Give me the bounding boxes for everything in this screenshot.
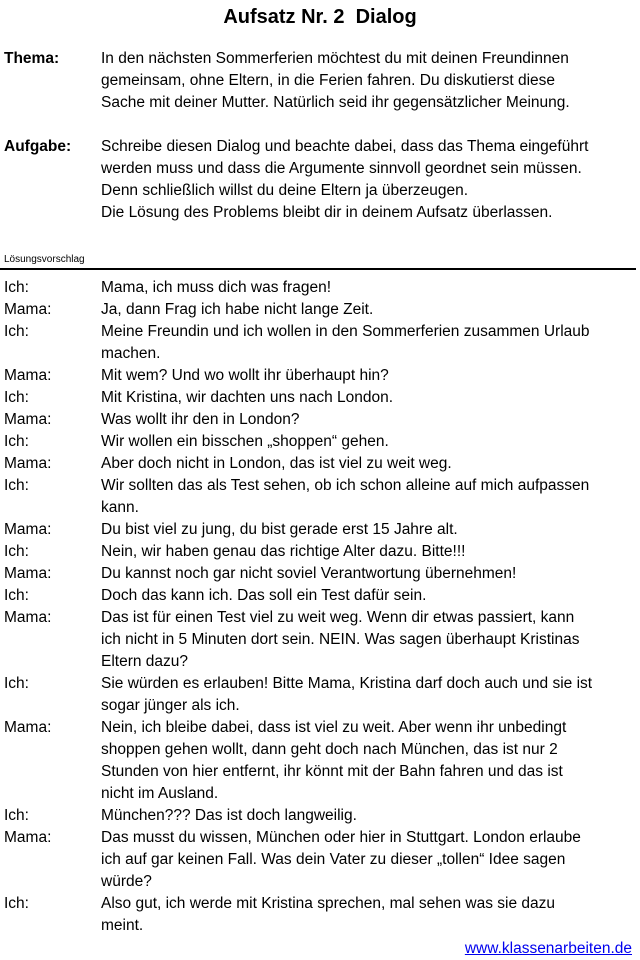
thema-label: Thema: xyxy=(4,50,60,67)
divider xyxy=(0,268,636,270)
dialog-line xyxy=(4,585,636,607)
utterance: Nein, ich bleibe dabei, dass ist viel zu weit. Aber wenn ihr unbedingt shoppen gehen wollt, dann geht doch nach München, das ist nur 2 Stunden von hier entfernt, ihr könnt mit der Bahn fahren und das ist nicht im Ausland. xyxy=(101,719,567,802)
dialog-line xyxy=(4,541,636,563)
utterance: Ja, dann Frag ich habe nicht lange Zeit. xyxy=(101,301,374,318)
page-title: Aufsatz Nr. 2 Dialog xyxy=(223,6,417,28)
speaker: Ich: xyxy=(4,807,29,824)
speaker: Ich: xyxy=(4,895,29,912)
utterance: Mit wem? Und wo wollt ihr überhaupt hin? xyxy=(101,367,389,384)
speaker: Ich: xyxy=(4,389,29,406)
utterance: Also gut, ich werde mit Kristina sprechen, mal sehen was sie dazu meint. xyxy=(101,895,556,934)
speaker: Ich: xyxy=(4,433,29,450)
speaker: Mama: xyxy=(4,455,52,472)
utterance: Das ist für einen Test viel zu weit weg. Wenn dir etwas passiert, kann ich nicht in 5 Minuten dort sein. NEIN. Was sagen überhaupt Kristinas Eltern dazu? xyxy=(101,609,580,670)
solution-caption: Lösungsvorschlag xyxy=(4,254,85,265)
utterance: Du kannst noch gar nicht soviel Verantwortung übernehmen! xyxy=(101,565,517,582)
speaker: Ich: xyxy=(4,543,29,560)
dialog-line xyxy=(4,805,636,827)
dialog-line xyxy=(4,717,636,805)
speaker: Ich: xyxy=(4,675,29,692)
website-link[interactable]: www.klassenarbeiten.de xyxy=(464,940,632,957)
dialog-line xyxy=(4,277,636,299)
aufgabe-text: Schreibe diesen Dialog und beachte dabei, dass das Thema eingeführt werden muss und dass die Argumente sinnvoll geordnet sein müssen. Denn schließlich willst du deine Eltern ja überzeugen. Die Lösung des Problems bleibt dir in deinem Aufsatz überlassen. xyxy=(101,138,589,221)
dialog-line xyxy=(4,387,636,409)
aufgabe-section xyxy=(4,136,636,224)
utterance: Aber doch nicht in London, das ist viel zu weit weg. xyxy=(101,455,452,472)
utterance: Nein, wir haben genau das richtige Alter dazu. Bitte!!! xyxy=(101,543,466,560)
dialog-line xyxy=(4,563,636,585)
dialog-line xyxy=(4,365,636,387)
thema-text: In den nächsten Sommerferien möchtest du mit deinen Freundinnen gemeinsam, ohne Eltern, in die Ferien fahren. Du diskutierst diese Sache mit deiner Mutter. Natürlich seid ihr gegensätzlicher Meinung. xyxy=(101,50,570,111)
dialog xyxy=(4,277,636,937)
speaker: Mama: xyxy=(4,367,52,384)
thema-section xyxy=(4,48,636,114)
dialog-line xyxy=(4,475,636,519)
dialog-line xyxy=(4,409,636,431)
dialog-line xyxy=(4,299,636,321)
utterance: Meine Freundin und ich wollen in den Sommerferien zusammen Urlaub machen. xyxy=(101,323,590,362)
speaker: Ich: xyxy=(4,587,29,604)
utterance: Was wollt ihr den in London? xyxy=(101,411,300,428)
speaker: Mama: xyxy=(4,301,52,318)
speaker: Mama: xyxy=(4,829,52,846)
utterance: Mit Kristina, wir dachten uns nach London. xyxy=(101,389,394,406)
utterance: Mama, ich muss dich was fragen! xyxy=(101,279,332,296)
utterance: Wir sollten das als Test sehen, ob ich schon alleine auf mich aufpassen kann. xyxy=(101,477,590,516)
speaker: Mama: xyxy=(4,565,52,582)
speaker: Mama: xyxy=(4,719,52,736)
dialog-line xyxy=(4,453,636,475)
utterance: Doch das kann ich. Das soll ein Test dafür sein. xyxy=(101,587,427,604)
dialog-line xyxy=(4,893,636,937)
utterance: Sie würden es erlauben! Bitte Mama, Kristina darf doch auch und sie ist sogar jünger als ich. xyxy=(101,675,593,714)
speaker: Mama: xyxy=(4,521,52,538)
speaker: Ich: xyxy=(4,279,29,296)
dialog-line xyxy=(4,431,636,453)
utterance: Das musst du wissen, München oder hier in Stuttgart. London erlaube ich auf gar keinen Fall. Was dein Vater zu dieser „tollen“ Idee sagen würde? xyxy=(101,829,581,890)
dialog-line xyxy=(4,607,636,673)
speaker: Ich: xyxy=(4,323,29,340)
utterance: Wir wollen ein bisschen „shoppen“ gehen. xyxy=(101,433,389,450)
dialog-line xyxy=(4,519,636,541)
aufgabe-label: Aufgabe: xyxy=(4,138,72,155)
dialog-line xyxy=(4,321,636,365)
speaker: Mama: xyxy=(4,411,52,428)
utterance: Du bist viel zu jung, du bist gerade erst 15 Jahre alt. xyxy=(101,521,458,538)
dialog-line xyxy=(4,673,636,717)
speaker: Ich: xyxy=(4,477,29,494)
speaker: Mama: xyxy=(4,609,52,626)
dialog-line xyxy=(4,827,636,893)
utterance: München??? Das ist doch langweilig. xyxy=(101,807,357,824)
